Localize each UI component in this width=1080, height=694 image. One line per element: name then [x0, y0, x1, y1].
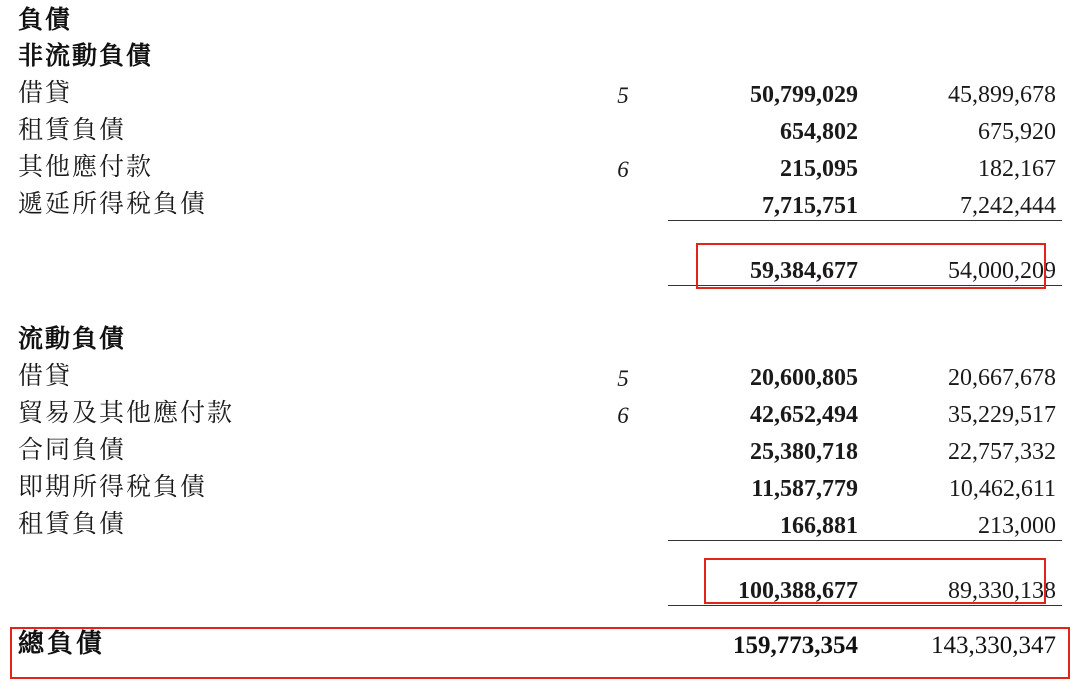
total-value-previous: 143,330,347: [931, 632, 1056, 659]
row-note: 5: [617, 83, 629, 108]
table-row: [18, 109, 1062, 146]
row-value-current: 20,600,805: [750, 365, 858, 391]
row-value-current: 25,380,718: [750, 439, 858, 465]
current-cell: [668, 319, 868, 355]
note-cell: [578, 623, 668, 660]
row-value-current: 166,881: [668, 503, 868, 540]
table-row: [18, 146, 1062, 183]
row-value-current: 7,715,751: [668, 183, 868, 220]
previous-cell: [868, 0, 1062, 36]
row-value-current: 42,652,494: [750, 402, 858, 428]
row-label: 租賃負債: [18, 117, 127, 144]
note-cell: [578, 248, 668, 285]
total-value-current: 159,773,354: [733, 632, 858, 659]
table-row-total-liabilities: [18, 623, 1062, 660]
row-value-current: 11,587,779: [751, 476, 858, 502]
table-row: [18, 466, 1062, 503]
row-value-previous: 213,000: [868, 503, 1062, 540]
subtotal-value-previous: 89,330,138: [868, 568, 1062, 605]
table-row: [18, 319, 1062, 355]
row-label: 貿易及其他應付款: [18, 400, 235, 427]
previous-cell: [868, 319, 1062, 355]
subtotal-value-previous: 54,000,209: [868, 248, 1062, 285]
row-label: 即期所得稅負債: [18, 474, 208, 501]
row-value-previous: 22,757,332: [948, 439, 1056, 465]
table-row: [18, 503, 1062, 540]
current-cell: [668, 0, 868, 36]
row-note: 6: [617, 403, 629, 428]
spacer: [18, 285, 1062, 319]
table-row: [18, 183, 1062, 220]
spacer: [18, 220, 1062, 248]
row-value-current: 215,095: [780, 156, 858, 182]
row-label: 合同負債: [18, 437, 127, 464]
current-cell: [668, 36, 868, 72]
row-value-previous: 35,229,517: [948, 402, 1056, 428]
row-value-previous: 7,242,444: [868, 183, 1062, 220]
row-value-previous: 20,667,678: [948, 365, 1056, 391]
spacer: [18, 540, 1062, 568]
table-row: [18, 36, 1062, 72]
note-cell: [578, 568, 668, 605]
spacer: [18, 605, 1062, 623]
table-row-subtotal-current: [18, 568, 1062, 605]
row-note: [578, 503, 668, 540]
subtotal-label: [18, 248, 578, 285]
row-note: [578, 466, 668, 503]
row-value-previous: 10,462,611: [948, 476, 1056, 502]
table-row: [18, 72, 1062, 109]
row-label: 遞延所得稅負債: [18, 191, 208, 218]
total-label: 總負債: [18, 629, 106, 658]
subtotal-value-current: 59,384,677: [668, 248, 868, 285]
subtotal-value-current: 100,388,677: [668, 568, 868, 605]
row-note: [578, 109, 668, 146]
row-label: 借貸: [18, 80, 73, 107]
row-label: 借貸: [18, 363, 73, 390]
table-row: [18, 355, 1062, 392]
table-row: [18, 392, 1062, 429]
row-note: [578, 183, 668, 220]
section-heading-current: 流動負債: [18, 326, 127, 353]
subtotal-label: [18, 568, 578, 605]
row-label: 其他應付款: [18, 154, 154, 181]
page-title: 負債: [18, 7, 73, 34]
row-note: 6: [617, 157, 629, 182]
row-value-current: 654,802: [780, 119, 858, 145]
liabilities-table: [18, 0, 1062, 660]
section-heading-non-current: 非流動負債: [18, 43, 154, 70]
note-cell: [578, 319, 668, 355]
table-row: [18, 0, 1062, 36]
previous-cell: [868, 36, 1062, 72]
row-value-previous: 45,899,678: [948, 82, 1056, 108]
row-note: 5: [617, 366, 629, 391]
table-row: [18, 429, 1062, 466]
row-value-previous: 675,920: [978, 119, 1056, 145]
row-value-previous: 182,167: [978, 156, 1056, 182]
row-value-current: 50,799,029: [750, 82, 858, 108]
table-row-subtotal-non-current: [18, 248, 1062, 285]
note-cell: [578, 36, 668, 72]
note-cell: [578, 0, 668, 36]
row-note: [578, 429, 668, 466]
row-label: 租賃負債: [18, 511, 127, 538]
